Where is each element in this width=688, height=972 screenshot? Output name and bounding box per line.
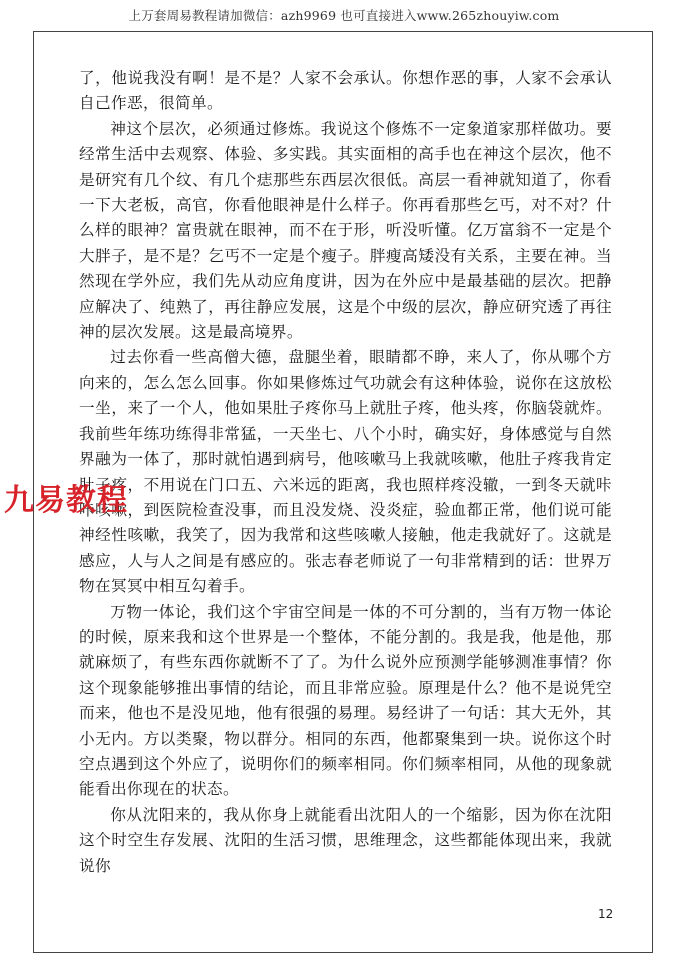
document-body	[79, 66, 612, 879]
paragraph: 神这个层次，必须通过修炼。我说这个修炼不一定象道家那样做功。要经常生活中去观察、体验、多实践。其实面相的高手也在神这个层次，他不是研究有几个纹、有几个痣那些东西层次很低。高层一看神就知道了，你看一下大老板，高官，你看他眼神是什么样子。你再看那些乞丐，对不对？什么样的眼神？富贵就在眼神，而不在于形，听没听懂。亿万富翁不一定是个大胖子，是不是？乞丐不一定是个瘦子。胖瘦高矮没有关系，主要在神。当然现在学外应，我们先从动应角度讲，因为在外应中是最基础的层次。把静应解决了、纯熟了，再往静应发展，这是个中级的层次，静应研究透了再往神的层次发展。这是最高境界。	[79, 119, 612, 342]
paragraph: 了，他说我没有啊！是不是？人家不会承认。你想作恶的事，人家不会承认自己作恶，很简单。	[79, 69, 612, 113]
watermark-logo: 九易教程	[4, 483, 128, 518]
paragraph: 你从沈阳来的，我从你身上就能看出沈阳人的一个缩影，因为你在沈阳这个时空生存发展、沈阳的生活习惯，思维理念，这些都能体现出来，我就说你	[79, 805, 612, 875]
page-number: 12	[598, 907, 614, 921]
paragraph: 万物一体论，我们这个宇宙空间是一体的不可分割的，当有万物一体论的时候，原来我和这个世界是一个整体，不能分割的。我是我，他是他，那就麻烦了，有些东西你就断不了了。为什么说外应预测学能够测准事情？你这个现象能够推出事情的结论，而且非常应验。原理是什么？他不是说凭空而来，他也不是没见地，他有很强的易理。易经讲了一句话：其大无外，其小无内。方以类聚，物以群分。相同的东西，他都聚集到一块。说你这个时空点遇到这个外应了，说明你们的频率相同。你们频率相同，从他的现象就能看出你现在的状态。	[79, 602, 612, 799]
page-header: 上万套周易教程请加微信：azh9969 也可直接进入www.265zhouyiw.com	[128, 8, 560, 23]
paragraph: 过去你看一些高僧大德，盘腿坐着，眼睛都不睁，来人了，你从哪个方向来的，怎么怎么回事。你如果修炼过气功就会有这种体验，说你在这放松一坐，来了一个人，他如果肚子疼你马上就肚子疼，他头疼，你脑袋就炸。我前些年练功练得非常猛，一天坐七、八个小时，确实好，身体感觉与自然界融为一体了，那时就怕遇到病号，他咳嗽马上我就咳嗽，他肚子疼我肯定肚子疼，不用说在门口五、六米远的距离，我也照样疼没辙，一到冬天就咔咔咳嗽，到医院检查没事，而且没发烧、没炎症，验血都正常，他们说可能神经性咳嗽，我笑了，因为我常和这些咳嗽人接触，他走我就好了。这就是感应，人与人之间是有感应的。张志春老师说了一句非常精到的话：世界万物在冥冥中相互勾着手。	[79, 348, 612, 596]
